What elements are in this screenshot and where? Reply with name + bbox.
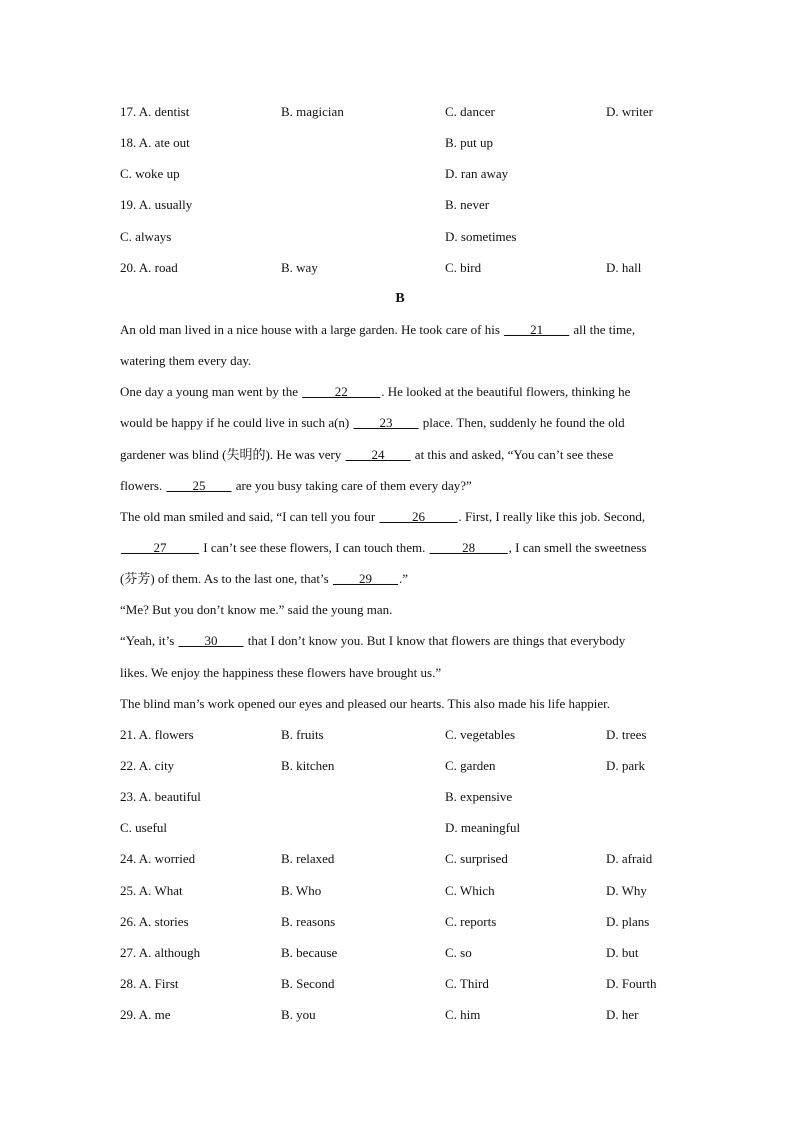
- q23-option-b: B. expensive: [445, 789, 513, 805]
- q23-option-d: D. meaningful: [445, 820, 521, 836]
- passage-line-6: flowers. ____25____ are you busy taking care of them every day?”: [120, 477, 472, 493]
- question-23: [120, 781, 680, 812]
- q23-option-c: C. useful: [120, 820, 167, 836]
- q17-option-c: C. dancer: [445, 104, 495, 119]
- q21-option-a: 21. A. flowers: [120, 726, 194, 742]
- passage-line-9: (芬芳) of them. As to the last one, that’s ____29____.”: [120, 571, 408, 587]
- passage-line-13: The blind man’s work opened our eyes and pleased our hearts. This also made his life happier.: [120, 695, 611, 711]
- q29-option-c: C. him: [445, 1007, 481, 1023]
- blank-22: _____22_____: [302, 384, 381, 400]
- question-21: [120, 719, 680, 750]
- q24-option-b: B. relaxed: [281, 851, 335, 867]
- q29-option-a: 29. A. me: [120, 1007, 171, 1023]
- q18-option-b: B. put up: [445, 135, 494, 151]
- q26-option-d: D. plans: [606, 913, 650, 929]
- q18-option-c: C. woke up: [120, 166, 180, 182]
- q29-option-b: B. you: [281, 1007, 316, 1023]
- q25-option-d: D. Why: [606, 882, 647, 898]
- blank-25: ____25____: [166, 477, 232, 493]
- blank-30: ____30____: [178, 633, 244, 649]
- q25-option-b: B. Who: [281, 882, 322, 898]
- passage-line-4: would be happy if he could live in such a(n) ____23____ place. Then, suddenly he found the old: [120, 415, 625, 431]
- q22-option-c: C. garden: [445, 757, 496, 773]
- q27-option-a: 27. A. although: [120, 944, 201, 960]
- passage-line-7: The old man smiled and said, “I can tell you four _____26_____. First, I really like this job. Second,: [120, 508, 646, 524]
- passage-line-2: watering them every day.: [120, 353, 252, 369]
- q17-option-b: B. magician: [281, 104, 344, 119]
- question-25: [120, 875, 680, 906]
- blank-26: _____26_____: [379, 508, 458, 524]
- q26-option-a: 26. A. stories: [120, 913, 189, 929]
- q22-option-a: 22. A. city: [120, 757, 175, 773]
- q28-option-b: B. Second: [281, 975, 335, 991]
- q22-option-d: D. park: [606, 757, 645, 773]
- q28-option-d: D. Fourth: [606, 975, 657, 991]
- q29-option-d: D. her: [606, 1007, 639, 1023]
- question-26: [120, 906, 680, 937]
- question-17: [120, 96, 680, 127]
- q20-option-a: 20. A. road: [120, 259, 178, 275]
- question-20: [120, 252, 680, 283]
- q20-option-d: D. hall: [606, 259, 642, 275]
- blank-27: _____27_____: [121, 539, 199, 555]
- q20-option-c: C. bird: [445, 259, 482, 275]
- question-23-row2: [120, 812, 680, 843]
- q22-option-b: B. kitchen: [281, 757, 335, 773]
- q21-option-d: D. trees: [606, 726, 647, 742]
- q19-option-d: D. sometimes: [445, 228, 517, 244]
- question-19: [120, 189, 680, 220]
- blank-21: ____21____: [504, 321, 570, 337]
- section-b-title: B: [395, 290, 405, 306]
- passage-line-12: likes. We enjoy the happiness these flowers have brought us.”: [120, 664, 442, 680]
- q27-option-c: C. so: [445, 944, 472, 960]
- passage-line-11: “Yeah, it’s ____30____ that I don’t know you. But I know that flowers are things that everybody: [120, 633, 626, 649]
- passage-line-5: gardener was blind (失明的). He was very ____24____ at this and asked, “You can’t see these: [120, 446, 614, 462]
- q24-option-d: D. afraid: [606, 851, 653, 867]
- q25-option-a: 25. A. What: [120, 882, 183, 898]
- q19-option-c: C. always: [120, 228, 172, 244]
- q24-option-a: 24. A. worried: [120, 851, 196, 867]
- passage-line-3: One day a young man went by the _____22_____. He looked at the beautiful flowers, thinking he: [120, 384, 631, 400]
- blank-24: ____24____: [345, 446, 411, 462]
- exam-page: [120, 96, 680, 1030]
- q27-option-d: D. but: [606, 944, 639, 960]
- q23-option-a: 23. A. beautiful: [120, 789, 201, 805]
- q28-option-a: 28. A. First: [120, 975, 179, 991]
- q26-option-b: B. reasons: [281, 913, 336, 929]
- q27-option-b: B. because: [281, 944, 338, 960]
- passage-line-8: _____27_____ I can’t see these flowers, I can touch them. _____28_____, I can smell the sweetness: [121, 539, 647, 555]
- passage-line-1: An old man lived in a nice house with a large garden. He took care of his ____21____ all the time,: [120, 321, 636, 337]
- q24-option-c: C. surprised: [445, 851, 508, 867]
- question-19-row2: [120, 221, 680, 252]
- blank-28: _____28_____: [429, 539, 508, 555]
- q17-option-d: D. writer: [606, 104, 653, 119]
- q18-option-a: 18. A. ate out: [120, 135, 190, 151]
- q25-option-c: C. Which: [445, 882, 495, 898]
- q21-option-b: B. fruits: [281, 726, 324, 742]
- blank-23: ____23____: [353, 415, 419, 431]
- q19-option-b: B. never: [445, 197, 490, 213]
- q19-option-a: 19. A. usually: [120, 197, 193, 213]
- question-18: [120, 127, 680, 158]
- passage-line-10: “Me? But you don’t know me.” said the young man.: [120, 602, 393, 618]
- q18-option-d: D. ran away: [445, 166, 509, 182]
- question-28: [120, 968, 680, 999]
- question-22: [120, 750, 680, 781]
- question-18-row2: [120, 158, 680, 189]
- q17-option-a: 17. A. dentist: [120, 104, 190, 119]
- question-27: [120, 937, 680, 968]
- q21-option-c: C. vegetables: [445, 726, 516, 742]
- question-24: [120, 843, 680, 874]
- question-29: [120, 999, 680, 1030]
- q26-option-c: C. reports: [445, 913, 497, 929]
- blank-29: ____29____: [332, 571, 398, 587]
- q20-option-b: B. way: [281, 259, 318, 275]
- q28-option-c: C. Third: [445, 975, 489, 991]
